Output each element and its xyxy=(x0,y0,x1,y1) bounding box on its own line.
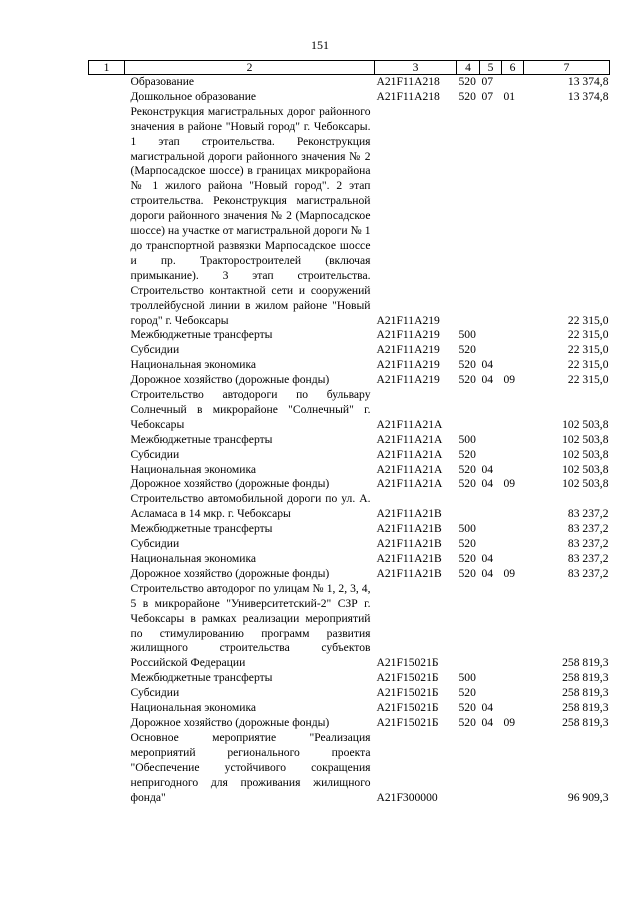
row-name: Национальная экономика xyxy=(130,358,257,372)
table-row xyxy=(89,522,610,537)
row-name: Дорожное хозяйство (дорожные фонды) xyxy=(130,373,330,387)
header-col-2: 2 xyxy=(125,61,375,75)
row-expense-type: 520 xyxy=(458,477,476,491)
row-section: 07 xyxy=(481,89,494,103)
row-amount: 13 374,8 xyxy=(567,89,609,103)
row-section xyxy=(480,582,502,671)
row-section: 04 xyxy=(481,373,494,387)
row-blank-cell xyxy=(89,477,125,492)
table-row xyxy=(89,716,610,731)
row-section: 04 xyxy=(481,552,494,565)
row-blank-cell xyxy=(89,328,125,343)
row-name: Национальная экономика xyxy=(130,552,257,565)
header-col-4: 4 xyxy=(457,61,480,75)
row-expense-type: 500 xyxy=(458,522,476,536)
row-section: 04 xyxy=(481,358,494,372)
row-target-code: A21F15021Б xyxy=(376,715,439,729)
row-subsection: 09 xyxy=(503,566,516,580)
table-row xyxy=(89,105,610,329)
row-blank-cell xyxy=(89,358,125,373)
row-section xyxy=(480,537,502,552)
row-amount: 102 503,8 xyxy=(562,432,609,446)
table-header xyxy=(89,61,610,75)
row-subsection xyxy=(502,105,524,329)
row-subsection: 01 xyxy=(503,89,516,103)
table-row xyxy=(89,373,610,388)
row-section xyxy=(480,671,502,686)
row-name: Субсидии xyxy=(130,686,180,700)
row-section xyxy=(480,448,502,463)
row-blank-cell xyxy=(89,731,125,806)
row-amount: 258 819,3 xyxy=(562,656,609,670)
row-target-code: A21F11A219 xyxy=(376,328,440,342)
row-target-code: A21F11A218 xyxy=(376,89,440,103)
row-amount: 22 315,0 xyxy=(567,313,609,327)
row-amount: 83 237,2 xyxy=(567,552,609,565)
row-blank-cell xyxy=(89,716,125,731)
row-subsection xyxy=(502,433,524,448)
table-row xyxy=(89,448,610,463)
row-section: 04 xyxy=(481,477,494,491)
table-row xyxy=(89,731,610,806)
row-target-code: A21F11A219 xyxy=(376,358,440,372)
header-col-3: 3 xyxy=(375,61,457,75)
row-section: 04 xyxy=(481,715,494,729)
row-subsection xyxy=(502,463,524,478)
row-expense-type xyxy=(457,731,480,806)
table-body xyxy=(89,75,610,806)
row-target-code: A21F11A219 xyxy=(376,373,440,387)
row-amount: 102 503,8 xyxy=(562,462,609,476)
table-row xyxy=(89,552,610,567)
row-blank-cell xyxy=(89,552,125,567)
row-blank-cell xyxy=(89,537,125,552)
table-row xyxy=(89,686,610,701)
row-expense-type: 520 xyxy=(458,373,476,387)
row-blank-cell xyxy=(89,75,125,90)
row-subsection xyxy=(502,522,524,537)
row-expense-type: 520 xyxy=(458,89,476,103)
table-row xyxy=(89,701,610,716)
row-target-code: A21F11A21A xyxy=(376,432,443,446)
row-target-code: A21F15021Б xyxy=(376,671,439,685)
row-amount: 258 819,3 xyxy=(562,686,609,700)
row-section xyxy=(480,105,502,329)
row-blank-cell xyxy=(89,671,125,686)
row-expense-type: 520 xyxy=(458,552,476,565)
row-subsection xyxy=(502,448,524,463)
row-target-code: A21F15021Б xyxy=(376,686,439,700)
row-expense-type: 520 xyxy=(458,566,476,580)
row-blank-cell xyxy=(89,701,125,716)
row-amount: 258 819,3 xyxy=(562,671,609,685)
row-subsection xyxy=(502,343,524,358)
table-row xyxy=(89,477,610,492)
row-subsection xyxy=(502,701,524,716)
row-blank-cell xyxy=(89,388,125,433)
row-blank-cell xyxy=(89,373,125,388)
row-amount: 22 315,0 xyxy=(567,343,609,357)
row-expense-type: 520 xyxy=(458,537,476,551)
row-amount: 258 819,3 xyxy=(562,701,609,715)
row-target-code: A21F11A21B xyxy=(376,552,442,565)
row-amount: 13 374,8 xyxy=(567,75,609,88)
row-blank-cell xyxy=(89,448,125,463)
row-section xyxy=(480,522,502,537)
row-expense-type: 520 xyxy=(458,701,476,715)
row-name: Дошкольное образование xyxy=(130,89,257,103)
row-expense-type: 500 xyxy=(458,432,476,446)
row-blank-cell xyxy=(89,433,125,448)
row-target-code: A21F300000 xyxy=(376,790,438,804)
row-blank-cell xyxy=(89,686,125,701)
row-expense-type: 500 xyxy=(458,328,476,342)
table-row xyxy=(89,358,610,373)
row-name: Образование xyxy=(130,75,195,88)
row-blank-cell xyxy=(89,343,125,358)
row-subsection: 09 xyxy=(503,373,516,387)
row-name: Межбюджетные трансферты xyxy=(130,522,273,536)
row-subsection xyxy=(502,492,524,522)
row-name: Субсидии xyxy=(130,343,180,357)
row-name: Строительство автодороги по бульвару Солнечный в микрорайоне "Солнечный" г. Чебоксары xyxy=(130,388,371,431)
row-blank-cell xyxy=(89,582,125,671)
header-col-1: 1 xyxy=(89,61,125,75)
row-subsection xyxy=(502,328,524,343)
row-subsection xyxy=(502,582,524,671)
row-subsection xyxy=(502,671,524,686)
table-row xyxy=(89,537,610,552)
row-name: Субсидии xyxy=(130,447,180,461)
row-expense-type: 520 xyxy=(458,715,476,729)
row-blank-cell xyxy=(89,463,125,478)
table-row xyxy=(89,567,610,582)
row-section xyxy=(480,328,502,343)
table-row xyxy=(89,433,610,448)
row-name: Межбюджетные трансферты xyxy=(130,432,273,446)
row-name: Межбюджетные трансферты xyxy=(130,671,273,685)
table-row xyxy=(89,492,610,522)
row-name: Межбюджетные трансферты xyxy=(130,328,273,342)
row-section xyxy=(480,343,502,358)
row-subsection: 09 xyxy=(503,477,516,491)
row-target-code: A21F11A21A xyxy=(376,462,443,476)
row-expense-type xyxy=(457,105,480,329)
row-name: Основное мероприятие "Реализация мероприятий регионального проекта "Обеспечение устойчивого сокращения непригодного для проживания жилищного фонда" xyxy=(130,730,371,804)
row-target-code: A21F11A21A xyxy=(376,477,443,491)
row-expense-type xyxy=(457,388,480,433)
row-name: Субсидии xyxy=(130,537,180,551)
row-amount: 83 237,2 xyxy=(567,537,609,551)
row-subsection xyxy=(502,358,524,373)
row-section: 07 xyxy=(481,75,494,88)
row-target-code: A21F15021Б xyxy=(376,656,439,670)
table-row xyxy=(89,343,610,358)
row-subsection xyxy=(502,552,524,567)
row-target-code: A21F11A21A xyxy=(376,417,443,431)
header-col-5: 5 xyxy=(480,61,502,75)
table-row xyxy=(89,463,610,478)
row-name: Национальная экономика xyxy=(130,701,257,715)
row-target-code: A21F11A219 xyxy=(376,343,440,357)
row-amount: 22 315,0 xyxy=(567,328,609,342)
row-target-code: A21F11A21B xyxy=(376,566,442,580)
row-amount: 83 237,2 xyxy=(567,566,609,580)
row-target-code: A21F11A21A xyxy=(376,447,443,461)
header-row xyxy=(89,61,610,75)
row-name: Дорожное хозяйство (дорожные фонды) xyxy=(130,566,330,580)
row-section xyxy=(480,433,502,448)
row-blank-cell xyxy=(89,567,125,582)
row-expense-type: 520 xyxy=(458,462,476,476)
row-expense-type: 520 xyxy=(458,75,476,88)
row-name: Строительство автомобильной дороги по ул. А. Асламаса в 14 мкр. г. Чебоксары xyxy=(130,492,371,521)
table-row xyxy=(89,328,610,343)
table-row xyxy=(89,75,610,90)
row-target-code: A21F15021Б xyxy=(376,701,439,715)
row-amount: 83 237,2 xyxy=(567,507,609,521)
row-expense-type xyxy=(457,492,480,522)
row-amount: 22 315,0 xyxy=(567,373,609,387)
page-number: 151 xyxy=(311,38,329,52)
row-blank-cell xyxy=(89,492,125,522)
row-target-code: A21F11A218 xyxy=(376,75,440,88)
row-name: Дорожное хозяйство (дорожные фонды) xyxy=(130,715,330,729)
row-section xyxy=(480,388,502,433)
row-name: Реконструкция магистральных дорог районного значения в районе "Новый город" г. Чебоксары. 1 этап строительства. Реконструкция магистральной дороги районного значения № 2 (Марпосадское шоссе) в границах микрорайона № 1 жилого района "Новый город". 2 этап строительства. Реконструкция магистральной дороги районного значения № 2 (Марпосадское шоссе) на участке от магистральной дороги № 1 до транспортной развязки Марпосадское шоссе и пр. Тракторостроителей (включая примыкание). 3 этап строительства. Строительство контактной сети и сооружений троллейбусной линии в жилом районе "Новый город" г. Чебоксары xyxy=(130,104,371,327)
row-amount: 258 819,3 xyxy=(562,715,609,729)
row-section: 04 xyxy=(481,462,494,476)
row-name: Национальная экономика xyxy=(130,462,257,476)
row-subsection xyxy=(502,75,524,90)
row-amount: 96 909,3 xyxy=(567,790,609,804)
row-subsection xyxy=(502,388,524,433)
row-blank-cell xyxy=(89,90,125,105)
row-subsection xyxy=(502,537,524,552)
table-row xyxy=(89,671,610,686)
table-row xyxy=(89,582,610,671)
row-section xyxy=(480,686,502,701)
row-name: Строительство автодорог по улицам № 1, 2, 3, 4, 5 в микрорайоне "Университетский-2" СЗР г. Чебоксары в рамках реализации мероприятий по стимулированию программ развития жилищного строительства субъектов Российской Федерации xyxy=(130,581,371,670)
header-col-6: 6 xyxy=(502,61,524,75)
row-expense-type: 520 xyxy=(458,358,476,372)
row-expense-type: 520 xyxy=(458,447,476,461)
row-expense-type: 500 xyxy=(458,671,476,685)
row-blank-cell xyxy=(89,105,125,329)
row-target-code: A21F11A21B xyxy=(376,507,442,521)
table-row xyxy=(89,90,610,105)
row-blank-cell xyxy=(89,522,125,537)
row-expense-type: 520 xyxy=(458,686,476,700)
row-name: Дорожное хозяйство (дорожные фонды) xyxy=(130,477,330,491)
row-subsection xyxy=(502,731,524,806)
row-amount: 83 237,2 xyxy=(567,522,609,536)
table-row xyxy=(89,388,610,433)
row-section: 04 xyxy=(481,566,494,580)
header-col-7: 7 xyxy=(524,61,610,75)
row-expense-type: 520 xyxy=(458,343,476,357)
row-section xyxy=(480,731,502,806)
row-section xyxy=(480,492,502,522)
row-amount: 102 503,8 xyxy=(562,417,609,431)
row-subsection xyxy=(502,686,524,701)
row-amount: 22 315,0 xyxy=(567,358,609,372)
row-target-code: A21F11A21B xyxy=(376,522,442,536)
row-target-code: A21F11A21B xyxy=(376,537,442,551)
row-expense-type xyxy=(457,582,480,671)
row-amount: 102 503,8 xyxy=(562,477,609,491)
row-section: 04 xyxy=(481,701,494,715)
row-subsection: 09 xyxy=(503,715,516,729)
budget-table xyxy=(88,60,610,805)
row-target-code: A21F11A219 xyxy=(376,313,440,327)
row-amount: 102 503,8 xyxy=(562,447,609,461)
